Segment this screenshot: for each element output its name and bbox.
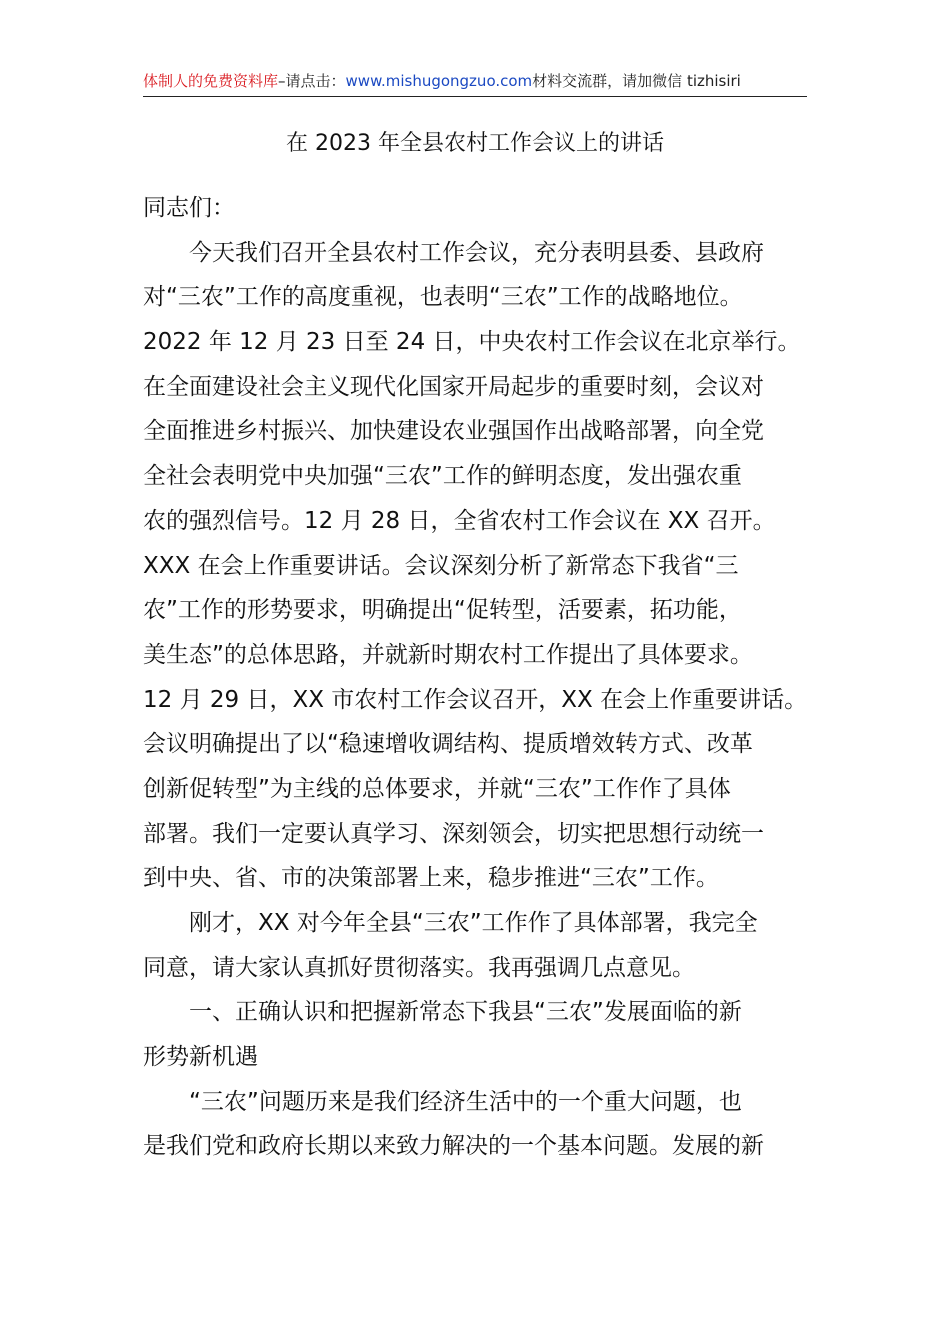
section-heading: 一、正确认识和把握新常态下我县“三农”发展面临的新 <box>143 999 742 1026</box>
document-body <box>143 186 813 1169</box>
body-line: 12 月 29 日，XX 市农村工作会议召开，XX 在会上作重要讲话。 <box>143 686 808 713</box>
body-line: 部署。我们一定要认真学习、深刻领会，切实把思想行动统一 <box>143 820 764 847</box>
body-line: 创新促转型”为主线的总体要求，并就“三农”工作作了具体 <box>143 775 731 802</box>
body-line: 到中央、省、市的决策部署上来，稳步推进“三农”工作。 <box>143 865 719 892</box>
body-line: 2022 年 12 月 23 日至 24 日，中央农村工作会议在北京举行。 <box>143 329 801 356</box>
body-line: 同意，请大家认真抓好贯彻落实。我再强调几点意见。 <box>143 954 695 981</box>
body-line: 农”工作的形势要求，明确提出“促转型，活要素，拓功能， <box>143 597 742 624</box>
body-line: 全社会表明党中央加强“三农”工作的鲜明态度，发出强农重 <box>143 463 742 490</box>
body-line: 刚才，XX 对今年全县“三农”工作作了具体部署，我完全 <box>143 910 758 936</box>
body-line: 是我们党和政府长期以来致力解决的一个基本问题。发展的新 <box>143 1133 764 1160</box>
header-site-link[interactable]: www.mishugongzuo.com <box>345 72 533 90</box>
body-line: 同志们： <box>143 195 235 221</box>
page-header <box>143 70 807 97</box>
body-line: “三农”问题历来是我们经济生活中的一个重大问题，也 <box>143 1088 742 1115</box>
section-heading: 形势新机遇 <box>143 1044 258 1071</box>
body-line: XXX 在会上作重要讲话。会议深刻分析了新常态下我省“三 <box>143 552 739 579</box>
header-brand: 体制人的免费资料库 <box>143 72 279 90</box>
body-line: 农的强烈信号。12 月 28 日，全省农村工作会议在 XX 召开。 <box>143 507 776 534</box>
body-line: 全面推进乡村振兴、加快建设农业强国作出战略部署，向全党 <box>143 418 764 445</box>
header-contact: 材料交流群，请加微信 tizhisiri <box>532 72 741 90</box>
body-line: 在全面建设社会主义现代化国家开局起步的重要时刻，会议对 <box>143 373 764 400</box>
header-prompt: –请点击： <box>278 72 346 90</box>
body-line: 今天我们召开全县农村工作会议，充分表明县委、县政府 <box>143 239 764 266</box>
document-title: 在 2023 年全县农村工作会议上的讲话 <box>286 131 664 156</box>
body-line: 美生态”的总体思路，并就新时期农村工作提出了具体要求。 <box>143 641 753 668</box>
body-line: 会议明确提出了以“稳速增收调结构、提质增效转方式、改革 <box>143 731 753 758</box>
body-line: 对“三农”工作的高度重视，也表明“三农”工作的战略地位。 <box>143 284 743 311</box>
